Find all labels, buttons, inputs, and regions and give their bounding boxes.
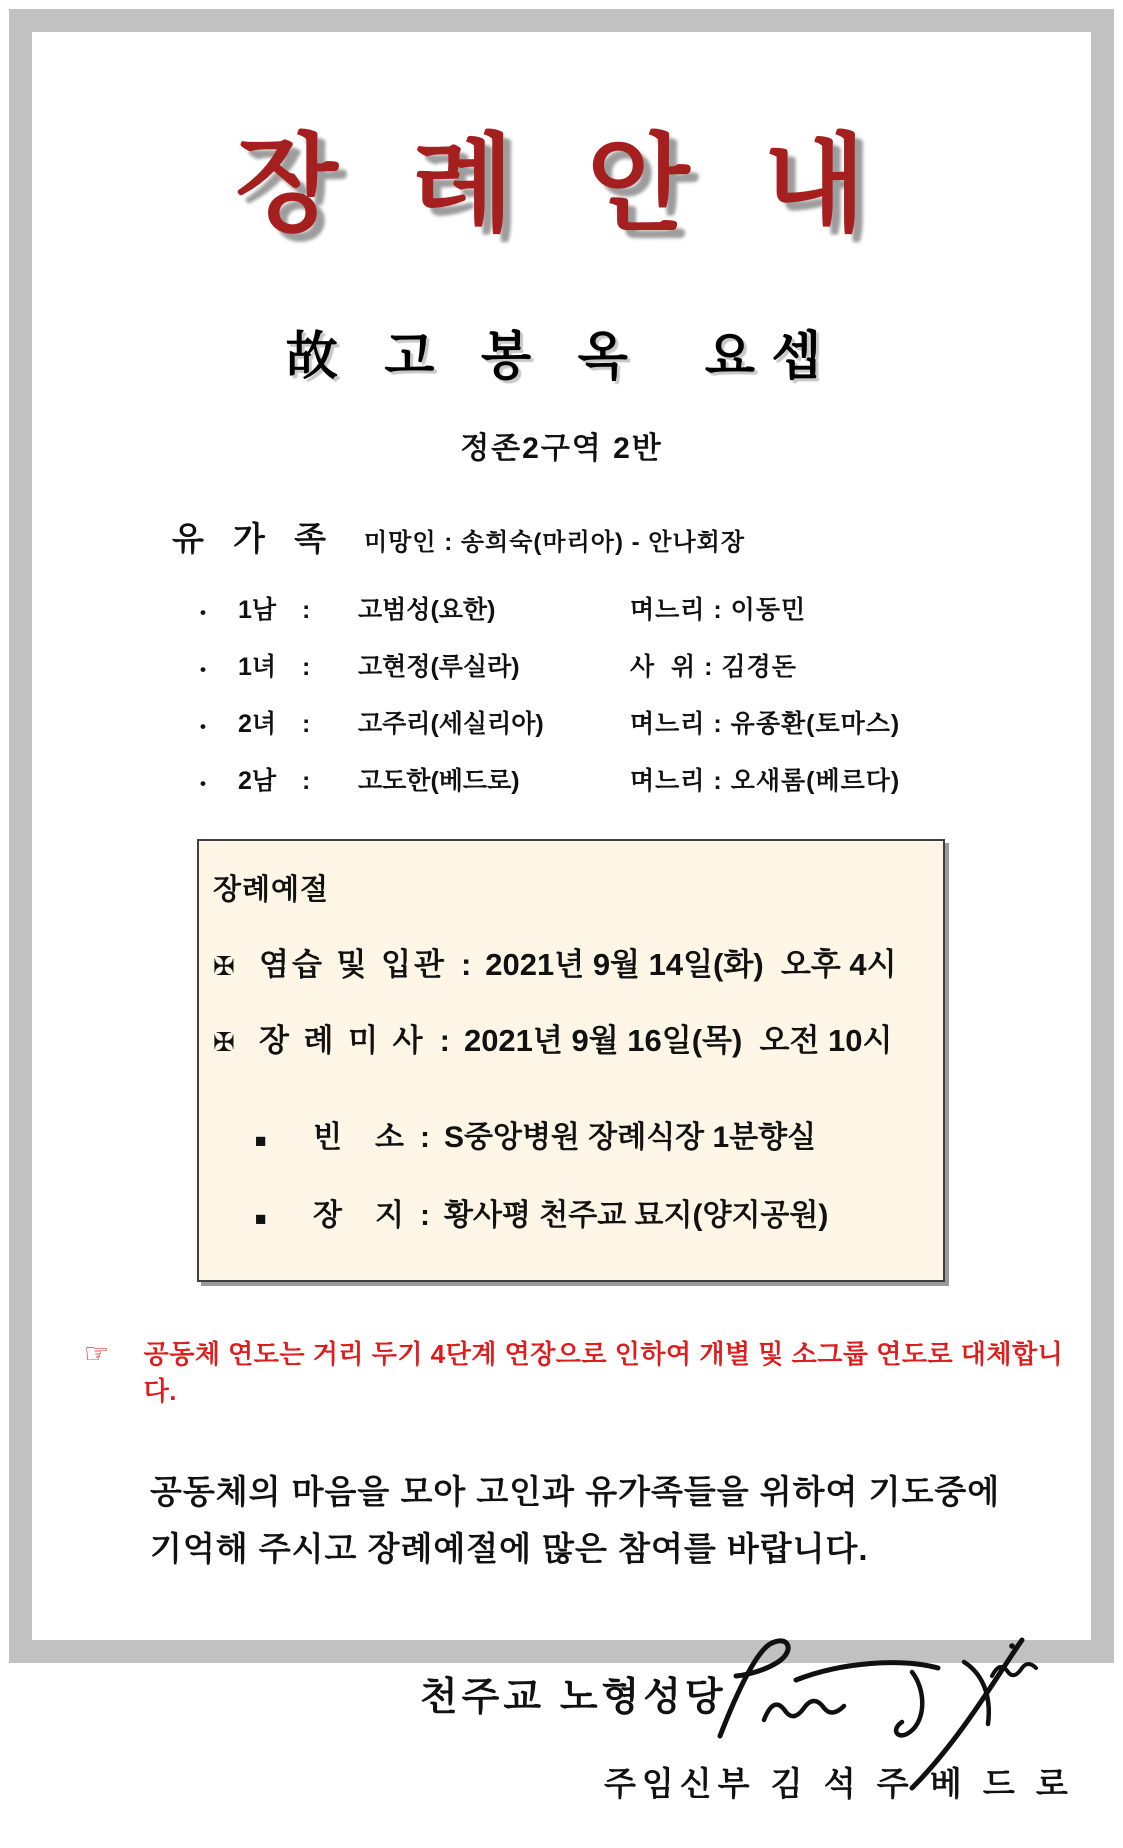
widow-line: 미망인 : 송희숙(마리아) - 안나회장: [363, 529, 746, 556]
child-order: 1녀: [238, 653, 277, 681]
square-bullet-icon: ■: [255, 1131, 267, 1152]
spouse-relation: 며느리 : 오새롬(베르다): [630, 767, 901, 795]
child-order: 2남: [238, 767, 277, 795]
colon: :: [302, 596, 311, 624]
closing-line: 기억해 주시고 장례예절에 많은 참여를 바랍니다.: [150, 1529, 869, 1567]
rite-label: 장 례 미 사: [259, 1023, 426, 1058]
family-row: [172, 590, 1091, 626]
document-frame: [9, 9, 1114, 1802]
family-header: [172, 513, 1091, 560]
rite-datetime: 2021년 9월 16일(목) 오전 10시: [463, 1023, 893, 1058]
dot-bullet-icon: •: [200, 774, 206, 793]
colon: :: [419, 1199, 430, 1232]
family-rows: [172, 590, 1091, 797]
church-name: 천주교 노형성당: [420, 1675, 727, 1719]
child-name: 고주리(세실리아): [358, 710, 544, 738]
child-order: 2녀: [238, 710, 277, 738]
dot-bullet-icon: •: [200, 603, 206, 622]
rite-places: [213, 1112, 925, 1234]
notice-text: 공동체 연도는 거리 두기 4단계 연장으로 인하여 개별 및 소그룹 연도로 대체합니다.: [143, 1339, 1064, 1406]
pointing-hand-icon: ☞: [84, 1338, 110, 1369]
closing-paragraph: [150, 1464, 1010, 1578]
square-bullet-icon: ■: [255, 1209, 267, 1230]
funeral-rites-box: [197, 839, 945, 1282]
colon: :: [439, 1023, 450, 1058]
parish-district: 정존2구역 2반: [460, 432, 663, 465]
colon: :: [419, 1121, 430, 1154]
covid-notice: [84, 1334, 1091, 1408]
priest-name: 주임신부 김 석 주 베 드 로: [604, 1764, 1074, 1802]
spouse-relation: 며느리 : 유종환(토마스): [630, 710, 901, 738]
rite-datetime: 2021년 9월 14일(화) 오후 4시: [485, 947, 897, 982]
child-name: 고도한(베드로): [358, 767, 520, 795]
family-heading: 유 가 족: [172, 520, 336, 557]
closing-line: 공동체의 마음을 모아 고인과 유가족들을 위하여 기도중에: [150, 1473, 1001, 1510]
rites-heading: 장례예절: [213, 874, 330, 906]
place-value: S중앙병원 장례식장 1분향실: [443, 1121, 817, 1154]
place-item: [213, 1190, 925, 1234]
footer: [32, 1628, 1091, 1848]
colon: :: [460, 947, 472, 982]
rite-item: [213, 939, 925, 984]
family-row: [172, 704, 1091, 740]
place-value: 황사평 천주교 묘지(양지공원): [443, 1199, 829, 1232]
place-label: 장 지: [313, 1199, 406, 1232]
spouse-relation: 며느리 : 이동민: [630, 596, 807, 624]
family-row: [172, 761, 1091, 797]
colon: :: [302, 653, 311, 681]
place-item: [213, 1112, 925, 1156]
dot-bullet-icon: •: [200, 660, 206, 679]
rite-label: 염습 및 입관: [259, 947, 447, 982]
page-title: 장 례 안 내: [235, 126, 888, 244]
child-name: 고범성(요한): [358, 596, 496, 624]
family-row: [172, 647, 1091, 683]
rite-item: [213, 1015, 925, 1060]
family-section: [172, 513, 1091, 797]
colon: :: [302, 767, 311, 795]
deceased-name: 故 고 봉 옥 요셉: [285, 328, 838, 386]
maltese-cross-icon: ✠: [213, 951, 235, 981]
maltese-cross-icon: ✠: [213, 1027, 235, 1057]
dot-bullet-icon: •: [200, 717, 206, 736]
child-order: 1남: [238, 596, 277, 624]
spouse-relation: 사 위 : 김경돈: [630, 653, 797, 681]
place-label: 빈 소: [313, 1121, 406, 1154]
child-name: 고현정(루실라): [358, 653, 520, 681]
colon: :: [302, 710, 311, 738]
